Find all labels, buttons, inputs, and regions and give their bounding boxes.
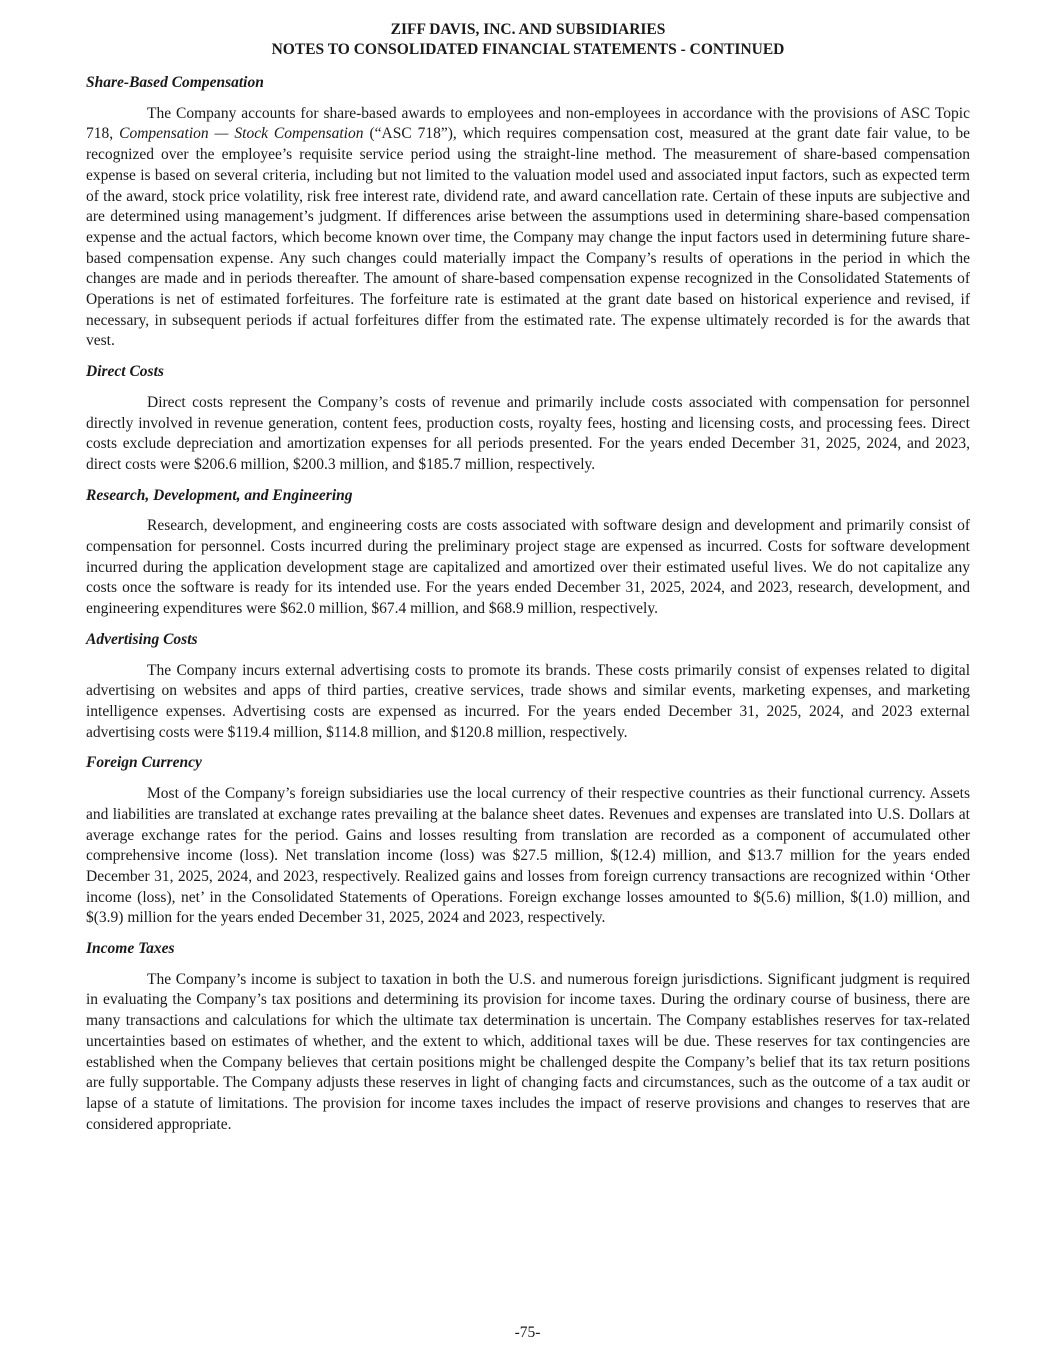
section-paragraph: Direct costs represent the Company’s costs of revenue and primarily include costs associated with compensation for personnel directly involved in revenue generation, content fees, production costs, royalty fees, hosting and licensing costs, and processing fees. Direct costs exclude depreciation and amortization expenses for all periods presented. For the years ended December 31, 2025, 2024, and 2023, direct costs were $206.6 million, $200.3 million, and $185.7 million, respectively. <box>86 393 970 473</box>
section-foreign-currency <box>86 753 970 929</box>
section-title: Income Taxes <box>86 940 175 958</box>
paragraph-emphasis: Compensation — Stock Compensation <box>119 125 364 143</box>
paragraph-text: (“ASC 718”), which requires compensation cost, measured at the grant date fair value, to be recognized over the employee’s requisite service period using the straight-line method. The measurement of share-based compensation expense is based on several criteria, including but not limited to the valuation model used and associated input factors, such as expected term of the award, stock price volatility, risk free interest rate, dividend rate, and award cancellation rate. Certain of these inputs are subjective and are determined using management’s judgment. If differences arise between the assumptions used in determining share-based compensation expense and the actual factors, which become known over time, the Company may change the input factors used in determining future share-based compensation expense. Any such changes could materially impact the Company’s results of operations in the period in which the changes are made and in periods thereafter. The amount of share-based compensation expense recognized in the Consolidated Statements of Operations is net of estimated forfeitures. The forfeiture rate is estimated at the grant date based on historical experience and revised, if necessary, in subsequent periods if actual forfeitures differ from the estimated rate. The expense ultimately recorded is for the awards that vest. <box>86 125 971 350</box>
section-title: Share-Based Compensation <box>86 74 264 91</box>
page-subtitle: NOTES TO CONSOLIDATED FINANCIAL STATEMENTS - CONTINUED <box>271 41 785 58</box>
section-title: Direct Costs <box>86 363 164 381</box>
section-share-based-compensation <box>86 73 970 352</box>
section-title: Advertising Costs <box>86 630 198 648</box>
section-paragraph: Research, development, and engineering costs are costs associated with software design and development and primarily consist of compensation for personnel. Costs incurred during the preliminary project stage are expensed as incurred. Costs for software development incurred during the application development stage are capitalized and amortized over their estimated useful lives. We do not capitalize any costs once the software is ready for its intended use. For the years ended December 31, 2025, 2024, and 2023, research, development, and engineering expenditures were $62.0 million, $67.4 million, and $68.9 million, respectively. <box>86 517 970 618</box>
paragraph-text: The Company accounts for share-based awards to employees and non-employees in accordance with the provisions of ASC Topic 718, <box>86 104 970 143</box>
page-number: -75- <box>514 1324 541 1341</box>
section-direct-costs <box>86 362 970 476</box>
section-income-taxes <box>86 939 970 1135</box>
section-advertising-costs <box>86 630 970 744</box>
document-page <box>86 0 970 1135</box>
page-header <box>86 20 970 60</box>
section-title: Research, Development, and Engineering <box>86 486 353 504</box>
company-name: ZIFF DAVIS, INC. AND SUBSIDIARIES <box>390 21 666 38</box>
section-paragraph: Most of the Company’s foreign subsidiaries use the local currency of their respective countries as their functional currency. Assets and liabilities are translated at exchange rates prevailing at the balance sheet dates. Revenues and expenses are translated into U.S. Dollars at average exchange rates for the period. Gains and losses resulting from translation are recorded as a component of accumulated other comprehensive income (loss). Net translation income (loss) was $27.5 million, $(12.4) million, and $13.7 million for the years ended December 31, 2025, 2024, and 2023, respectively. Realized gains and losses from foreign currency transactions are recognized within ‘Other income (loss), net’ in the Consolidated Statements of Operations. Foreign exchange losses amounted to $(5.6) million, $(1.0) million, and $(3.9) million for the years ended December 31, 2025, 2024 and 2023, respectively. <box>86 785 970 927</box>
section-paragraph: The Company incurs external advertising costs to promote its brands. These costs primarily consist of expenses related to digital advertising on websites and apps of third parties, creative services, trade shows and similar events, marketing expenses, and marketing intelligence expenses. Advertising costs are expensed as incurred. For the years ended December 31, 2025, 2024, and 2023 external advertising costs were $119.4 million, $114.8 million, and $120.8 million, respectively. <box>86 661 970 741</box>
section-title: Foreign Currency <box>86 754 202 772</box>
section-paragraph: The Company’s income is subject to taxation in both the U.S. and numerous foreign jurisdictions. Significant judgment is required in evaluating the Company’s tax positions and determining its provision for income taxes. During the ordinary course of business, there are many transactions and calculations for which the ultimate tax determination is uncertain. The Company establishes reserves for tax-related uncertainties based on estimates of whether, and the extent to which, additional taxes will be due. These reserves for tax contingencies are established when the Company believes that certain positions might be challenged despite the Company’s belief that its tax return positions are fully supportable. The Company adjusts these reserves in light of changing facts and circumstances, such as the outcome of a tax audit or lapse of a statute of limitations. The provision for income taxes includes the impact of reserve provisions and changes to reserves that are considered appropriate. <box>86 970 970 1133</box>
section-research-development <box>86 486 970 620</box>
section-paragraph <box>86 104 970 352</box>
